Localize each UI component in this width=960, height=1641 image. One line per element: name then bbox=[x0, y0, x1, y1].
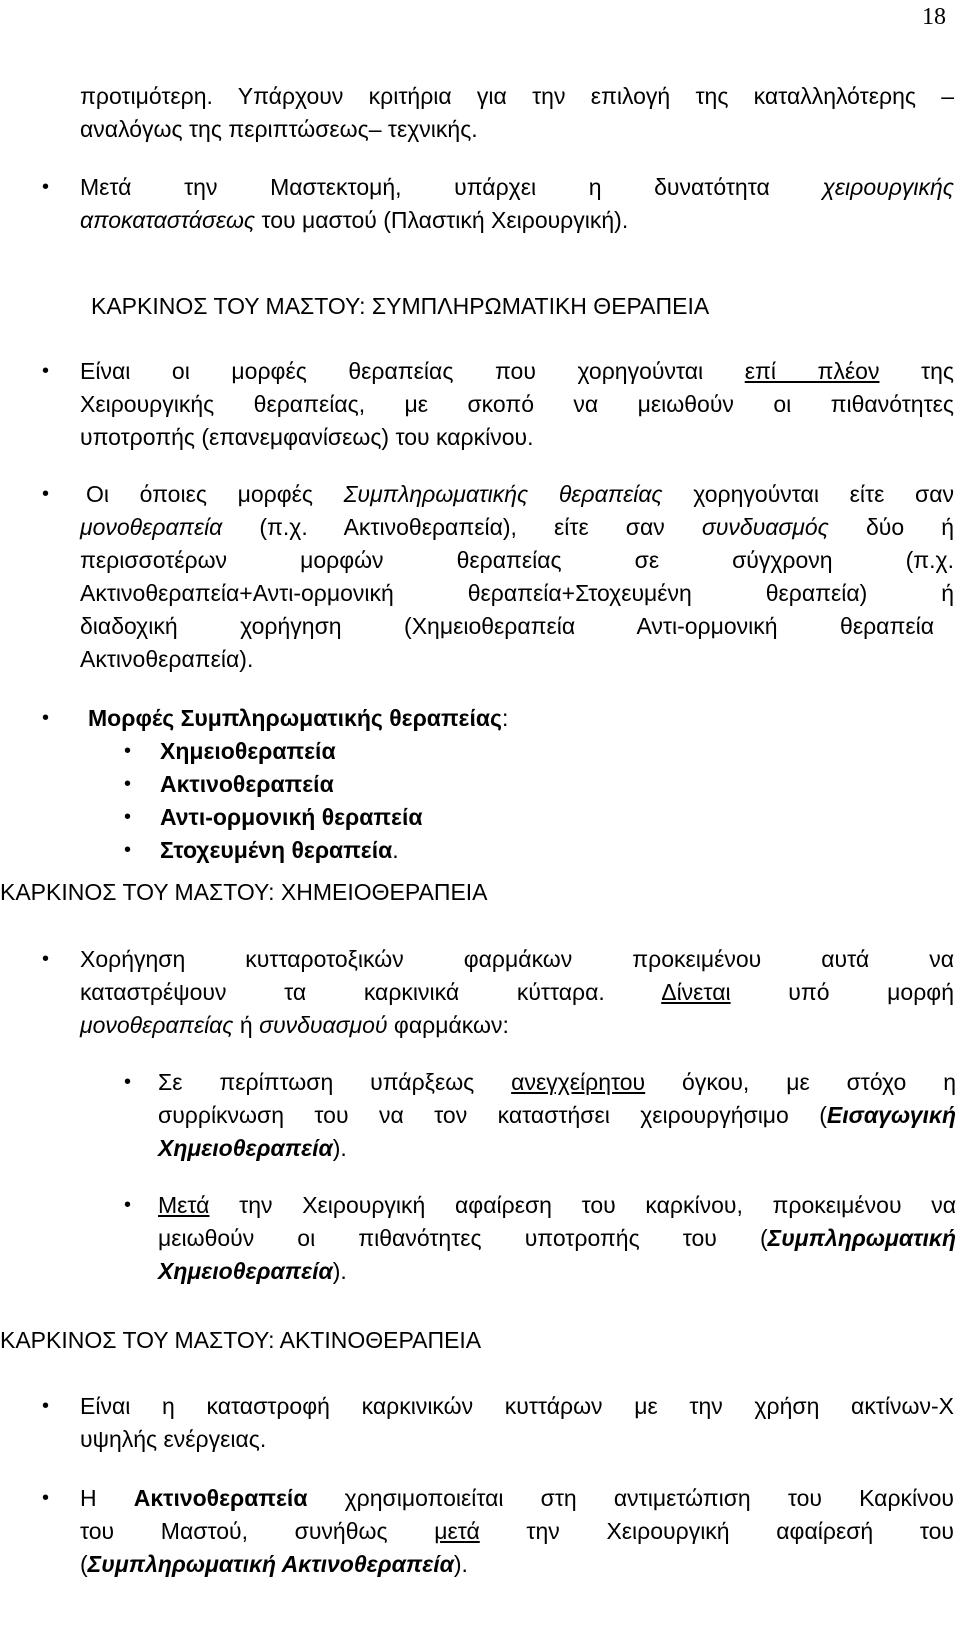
radio-b2-line-3: (Συμπληρωματική Ακτινοθεραπεία). bbox=[80, 1551, 468, 1577]
radio-b2-line-2: του Μαστού, συνήθως μετά την Χειρουργική αφαίρεσή του bbox=[80, 1518, 954, 1544]
adjuvant-b2-line-3: περισσοτέρων μορφών θεραπείας σε σύγχρονη (π.χ. bbox=[80, 547, 954, 573]
chemo-s2-line-2: μειωθούν οι πιθανότητες υποτροπής του (Συμπληρωματική bbox=[158, 1225, 956, 1251]
section-title-radio: ΚΑΡΚΙΝΟΣ ΤΟΥ ΜΑΣΤΟΥ: ΑΚΤΙΝΟΘΕΡΑΠΕΙΑ bbox=[0, 1327, 482, 1353]
bullet-icon: • bbox=[124, 1071, 132, 1093]
adjuvant-b2-line-5: διαδοχική χορήγηση (Χημειοθεραπεία Αντι-ορμονική θεραπεία bbox=[80, 613, 934, 639]
section-title-chemo: ΚΑΡΚΙΝΟΣ ΤΟΥ ΜΑΣΤΟΥ: ΧΗΜΕΙΟΘΕΡΑΠΕΙΑ bbox=[0, 879, 488, 905]
adjuvant-b1-line-1: Είναι οι μορφές θεραπείας που χορηγούνται επί πλέον της bbox=[80, 358, 954, 384]
adjuvant-b1-line-3: υποτροπής (επανεμφανίσεως) του καρκίνου. bbox=[80, 424, 534, 450]
chemo-b1-line-2: καταστρέψουν τα καρκινικά κύτταρα. Δίνεται υπό μορφή bbox=[80, 979, 954, 1005]
bullet-icon: • bbox=[42, 1487, 50, 1509]
chemo-b1-line-3: μονοθεραπείας ή συνδυασμού φαρμάκων: bbox=[80, 1012, 509, 1038]
chemo-b1-line-1: Χορήγηση κυτταροτοξικών φαρμάκων προκειμένου αυτά να bbox=[80, 946, 954, 972]
radio-b1-line-2: υψηλής ενέργειας. bbox=[80, 1426, 267, 1452]
adjuvant-forms-label: Μορφές Συμπληρωματικής θεραπείας: bbox=[88, 705, 509, 731]
chemo-s2-line-3: Χημειοθεραπεία). bbox=[158, 1258, 347, 1284]
adjuvant-form-item: Χημειοθεραπεία bbox=[160, 738, 336, 764]
bullet-icon: • bbox=[42, 176, 50, 198]
radio-b1-line-1: Είναι η καταστροφή καρκινικών κυττάρων με την χρήση ακτίνων-Χ bbox=[80, 1393, 954, 1419]
chemo-s2-line-1: Μετά την Χειρουργική αφαίρεση του καρκίνου, προκειμένου να bbox=[158, 1192, 956, 1218]
chemo-s1-line-2: συρρίκνωση του να τον καταστήσει χειρουργήσιμο (Εισαγωγική bbox=[158, 1102, 956, 1128]
adjuvant-b2-line-6: Ακτινοθεραπεία). bbox=[80, 646, 254, 672]
radio-b2-line-1: Η Ακτινοθεραπεία χρησιμοποιείται στη αντιμετώπιση του Καρκίνου bbox=[80, 1485, 955, 1511]
bullet-icon: • bbox=[42, 707, 50, 729]
adjuvant-form-item: Αντι-ορμονική θεραπεία bbox=[160, 804, 423, 830]
reconstruction-line-1: Μετά την Μαστεκτομή, υπάρχει η δυνατότητα χειρουργικής bbox=[80, 174, 954, 200]
bullet-icon: • bbox=[42, 948, 50, 970]
bullet-icon: • bbox=[42, 360, 50, 382]
bullet-icon: • bbox=[124, 839, 132, 861]
bullet-icon: • bbox=[124, 773, 132, 795]
adjuvant-b2-line-2: μονοθεραπεία (π.χ. Ακτινοθεραπεία), είτε σαν συνδυασμός δύο ή bbox=[80, 514, 954, 540]
chemo-s1-line-3: Χημειοθεραπεία). bbox=[158, 1135, 347, 1161]
intro-line-2: αναλόγως της περιπτώσεως– τεχνικής. bbox=[80, 116, 478, 142]
page-number: 18 bbox=[922, 4, 946, 30]
adjuvant-b2-line-4: Ακτινοθεραπεία+Αντι-ορμονική θεραπεία+Στοχευμένη θεραπεία) ή bbox=[80, 580, 954, 606]
intro-line-1: προτιμότερη. Υπάρχουν κριτήρια για την επιλογή της καταλληλότερης – bbox=[80, 83, 954, 109]
bullet-icon: • bbox=[124, 1194, 132, 1216]
adjuvant-b1-line-2: Χειρουργικής θεραπείας, με σκοπό να μειωθούν οι πιθανότητες bbox=[80, 391, 954, 417]
adjuvant-form-item: Στοχευμένη θεραπεία. bbox=[160, 837, 399, 863]
section-title-adjuvant: ΚΑΡΚΙΝΟΣ ΤΟΥ ΜΑΣΤΟΥ: ΣΥΜΠΛΗΡΩΜΑΤΙΚΗ ΘΕΡΑΠΕΙΑ bbox=[91, 293, 710, 319]
reconstruction-line-2: αποκαταστάσεως του μαστού (Πλαστική Χειρουργική). bbox=[80, 207, 629, 233]
bullet-icon: • bbox=[42, 1395, 50, 1417]
adjuvant-b2-line-1: Οι όποιες μορφές Συμπληρωματικής θεραπείας χορηγούνται είτε σαν bbox=[86, 481, 954, 507]
adjuvant-form-item: Ακτινοθεραπεία bbox=[160, 771, 334, 797]
bullet-icon: • bbox=[124, 806, 132, 828]
bullet-icon: • bbox=[124, 740, 132, 762]
bullet-icon: • bbox=[42, 483, 50, 505]
chemo-s1-line-1: Σε περίπτωση υπάρξεως ανεγχείρητου όγκου, με στόχο η bbox=[158, 1069, 956, 1095]
